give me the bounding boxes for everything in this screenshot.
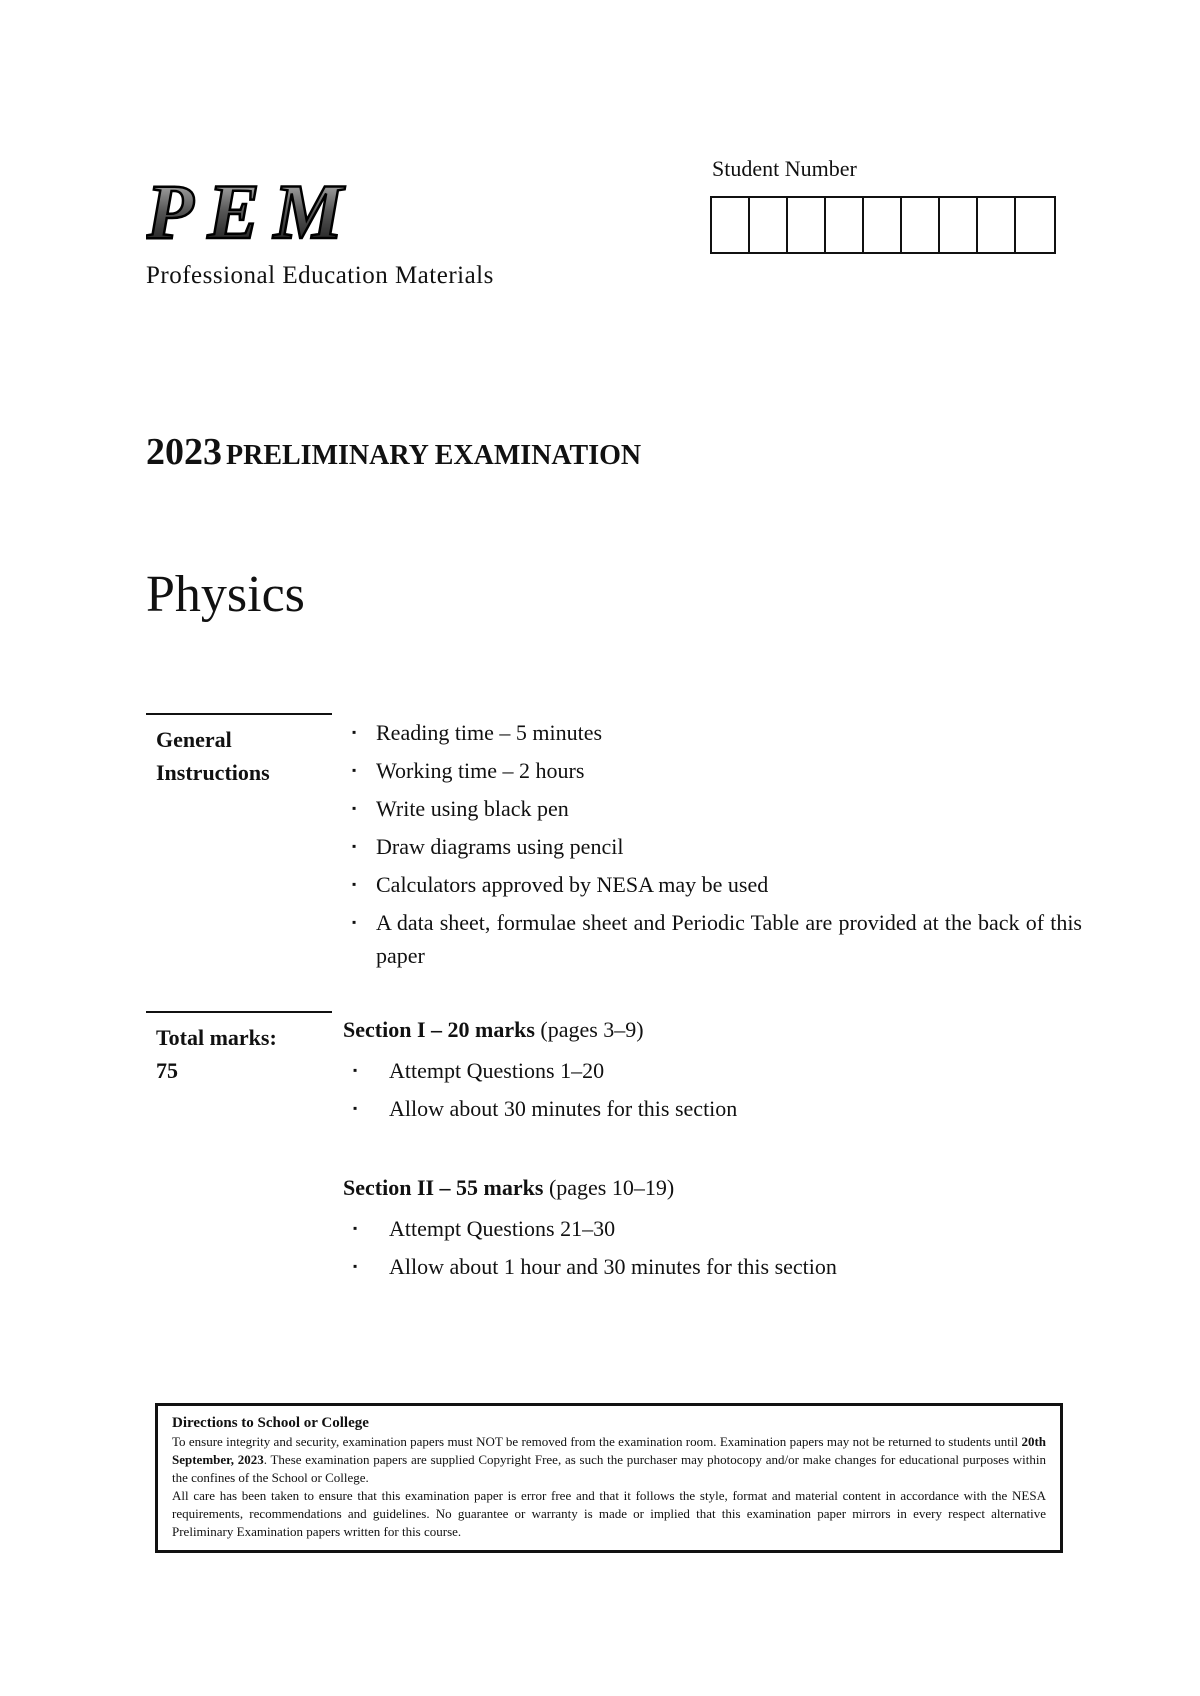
section-list [343, 1054, 1083, 1125]
total-marks-heading: Total marks: 75 [146, 1011, 332, 1087]
subject-title: Physics [146, 566, 305, 623]
section-2 [343, 1172, 1083, 1288]
directions-box [155, 1403, 1063, 1553]
student-number-digit-box[interactable] [826, 198, 864, 252]
list-item: ▪ Allow about 1 hour and 30 minutes for this section [343, 1250, 1083, 1283]
list-item: ▪ Calculators approved by NESA may be used [352, 868, 1082, 901]
list-item: ▪ Reading time – 5 minutes [352, 716, 1082, 749]
logo-text: PEM [146, 170, 358, 250]
list-item: ▪ A data sheet, formulae sheet and Periodic Table are provided at the back of this paper [352, 906, 1082, 972]
student-number-digit-box[interactable] [712, 198, 750, 252]
general-instructions-list [352, 716, 1082, 977]
student-number-digit-box[interactable] [788, 198, 826, 252]
student-number-digit-box[interactable] [864, 198, 902, 252]
exam-name: PRELIMINARY EXAMINATION [226, 440, 642, 471]
student-number-label: Student Number [712, 156, 857, 181]
list-item: ▪ Attempt Questions 1–20 [343, 1054, 1083, 1087]
exam-year: 2023 [146, 431, 222, 473]
student-number-digit-box[interactable] [750, 198, 788, 252]
section-heading: Section I – 20 marks (pages 3–9) [343, 1017, 644, 1042]
section-heading: Section II – 55 marks (pages 10–19) [343, 1175, 675, 1200]
student-number-digit-box[interactable] [1016, 198, 1054, 252]
directions-paragraph: All care has been taken to ensure that this examination paper is error free and that it follows the style, format and material content in accordance with the NESA requirements, recommendations and guidelines. No guarantee or warranty is made or implied that this examination paper mirrors in every respect alternative Preliminary Examination papers written for this course. [172, 1488, 1046, 1539]
list-item: ▪ Write using black pen [352, 792, 1082, 825]
list-item: ▪ Draw diagrams using pencil [352, 830, 1082, 863]
student-number-boxes[interactable] [710, 196, 1056, 254]
list-item: ▪ Attempt Questions 21–30 [343, 1212, 1083, 1245]
list-item: ▪ Working time – 2 hours [352, 754, 1082, 787]
list-item: ▪ Allow about 30 minutes for this section [343, 1092, 1083, 1125]
pem-logo [146, 170, 406, 250]
general-instructions-heading: General Instructions [146, 713, 332, 789]
section-list [343, 1212, 1083, 1283]
section-1 [343, 1014, 1083, 1130]
directions-title: Directions to School or College [172, 1415, 369, 1431]
exam-title [146, 430, 641, 474]
tagline: Professional Education Materials [146, 262, 494, 289]
student-number-digit-box[interactable] [902, 198, 940, 252]
student-number-digit-box[interactable] [978, 198, 1016, 252]
directions-paragraph: To ensure integrity and security, examination papers must NOT be removed from the examination room. Examination papers may not be returned to students until 20th September, 2023. These examination papers are supplied Copyright Free, as such the purchaser may photocopy and/or make changes for educational purposes within the confines of the School or College. [172, 1434, 1046, 1485]
return-date: 20th September, 2023 [172, 1434, 1046, 1467]
total-marks-value: 75 [156, 1058, 178, 1083]
student-number-digit-box[interactable] [940, 198, 978, 252]
